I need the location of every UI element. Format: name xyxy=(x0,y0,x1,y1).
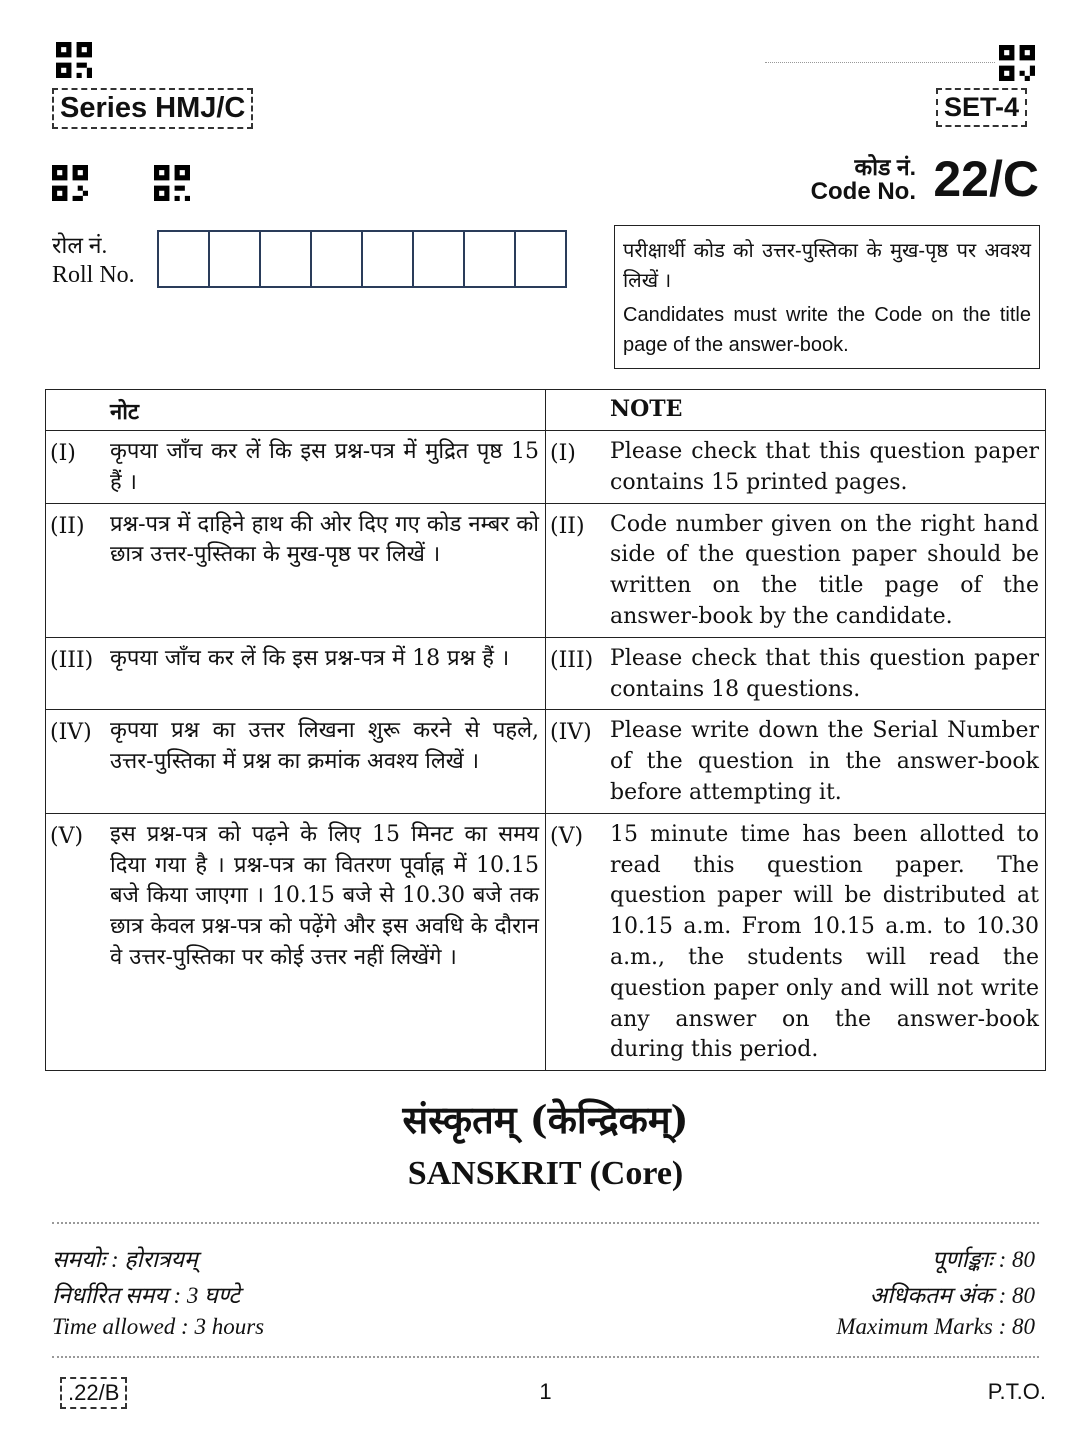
set-label: SET-4 xyxy=(936,88,1027,127)
note-text-english: Please write down the Serial Number of the question in the answer-book before attempting it. xyxy=(610,718,1039,805)
note-number: (I) xyxy=(550,441,576,466)
note-header-hindi: नोट xyxy=(110,399,139,425)
note-number: (IV) xyxy=(550,720,592,746)
time-hindi: निर्धारित समय : 3 घण्टे xyxy=(52,1283,240,1308)
roll-digit-box[interactable] xyxy=(414,232,465,286)
note-number: (III) xyxy=(50,647,94,673)
marks-english: Maximum Marks : 80 xyxy=(836,1314,1035,1339)
note-row xyxy=(46,813,1046,1070)
note-text-hindi: कृपया जाँच कर लें कि इस प्रश्न-पत्र में 18 प्रश्न हैं । xyxy=(110,645,510,671)
note-header-english: NOTE xyxy=(610,396,683,422)
note-number: (I) xyxy=(50,441,76,466)
time-sanskrit: समयोः : होरात्रयम् xyxy=(52,1247,198,1272)
notes-header-row xyxy=(46,390,1046,431)
note-number: (III) xyxy=(550,647,594,673)
note-number: (V) xyxy=(550,823,584,849)
note-number: (II) xyxy=(50,513,85,539)
instruction-hindi: परीक्षार्थी कोड को उत्तर-पुस्तिका के मुख-पृष्ठ पर अवश्य लिखें । xyxy=(623,240,1031,292)
note-text-hindi: कृपया जाँच कर लें कि इस प्रश्न-पत्र में मुद्रित पृष्ठ 15 हैं । xyxy=(110,439,539,495)
code-label-english: Code No. xyxy=(810,178,916,205)
footer-code: .22/B xyxy=(60,1377,127,1409)
roll-digit-box[interactable] xyxy=(465,232,516,286)
note-row xyxy=(46,637,1046,710)
code-number: 22/C xyxy=(933,151,1039,207)
roll-digit-box[interactable] xyxy=(159,232,210,286)
roll-digit-box[interactable] xyxy=(261,232,312,286)
subject-title-hindi: संस्कृतम् (केन्द्रिकम्) xyxy=(402,1097,689,1142)
note-text-english: 15 minute time has been allotted to read this question paper. The question paper will be distributed at 10.15 a.m. From 10.15 a.m. to 10.30 a.m., the students will read the question paper only and will not write any answer on the answer-book during this period. xyxy=(610,821,1039,1063)
note-row xyxy=(46,710,1046,813)
qr-code-icon xyxy=(154,165,190,201)
qr-code-icon xyxy=(999,45,1035,81)
note-text-hindi: इस प्रश्न-पत्र को पढ़ने के लिए 15 मिनट का समय दिया गया है । प्रश्न-पत्र का वितरण पूर्वाह्न में 10.15 बजे किया जाएगा । 10.15 बजे से 10.30 बजे तक छात्र केवल प्रश्न-पत्र को पढ़ेंगे और इस अवधि के दौरान वे उत्तर-पुस्तिका पर कोई उत्तर नहीं लिखेंगे । xyxy=(110,821,539,970)
roll-digit-box[interactable] xyxy=(516,232,565,286)
note-row xyxy=(46,431,1046,504)
note-text-english: Please check that this question paper contains 15 printed pages. xyxy=(610,439,1039,495)
roll-label-hindi: रोल नं. xyxy=(52,233,108,258)
series-label: Series HMJ/C xyxy=(52,88,253,129)
roll-digit-box[interactable] xyxy=(312,232,363,286)
dotted-rule xyxy=(765,62,995,63)
roll-digit-box[interactable] xyxy=(210,232,261,286)
marks-hindi: अधिकतम अंक : 80 xyxy=(869,1283,1035,1308)
note-text-hindi: कृपया प्रश्न का उत्तर लिखना शुरू करने से पहले, उत्तर-पुस्तिका में प्रश्न का क्रमांक अवश्य लिखें । xyxy=(110,718,539,775)
subject-title-english: SANSKRIT (Core) xyxy=(407,1155,684,1192)
code-label-hindi: कोड नं. xyxy=(854,154,916,180)
note-number: (IV) xyxy=(50,720,92,746)
pto-label: P.T.O. xyxy=(987,1379,1046,1404)
qr-code-icon xyxy=(56,42,92,78)
note-text-hindi: प्रश्न-पत्र में दाहिने हाथ की ओर दिए गए कोड नम्बर को छात्र उत्तर-पुस्तिका के मुख-पृष्ठ पर लिखें । xyxy=(110,511,539,568)
notes-table xyxy=(45,389,1046,1071)
roll-digit-box[interactable] xyxy=(363,232,414,286)
note-number: (II) xyxy=(550,513,585,539)
dotted-rule xyxy=(52,1356,1039,1358)
note-row xyxy=(46,503,1046,637)
page-number: 1 xyxy=(539,1379,552,1404)
roll-number-boxes[interactable] xyxy=(157,230,567,288)
note-text-english: Please check that this question paper contains 18 questions. xyxy=(610,645,1039,702)
roll-label-english: Roll No. xyxy=(52,262,135,288)
dotted-rule xyxy=(52,1222,1039,1224)
note-text-english: Code number given on the right hand side of the question paper should be written on the title page of the answer-book by the candidate. xyxy=(610,511,1039,629)
instruction-box xyxy=(614,225,1040,369)
marks-sanskrit: पूर्णाङ्काः : 80 xyxy=(932,1247,1035,1272)
instruction-english: Candidates must write the Code on the title page of the answer-book. xyxy=(623,304,1031,356)
note-number: (V) xyxy=(50,823,84,849)
time-english: Time allowed : 3 hours xyxy=(52,1314,265,1339)
qr-code-icon xyxy=(52,165,88,201)
